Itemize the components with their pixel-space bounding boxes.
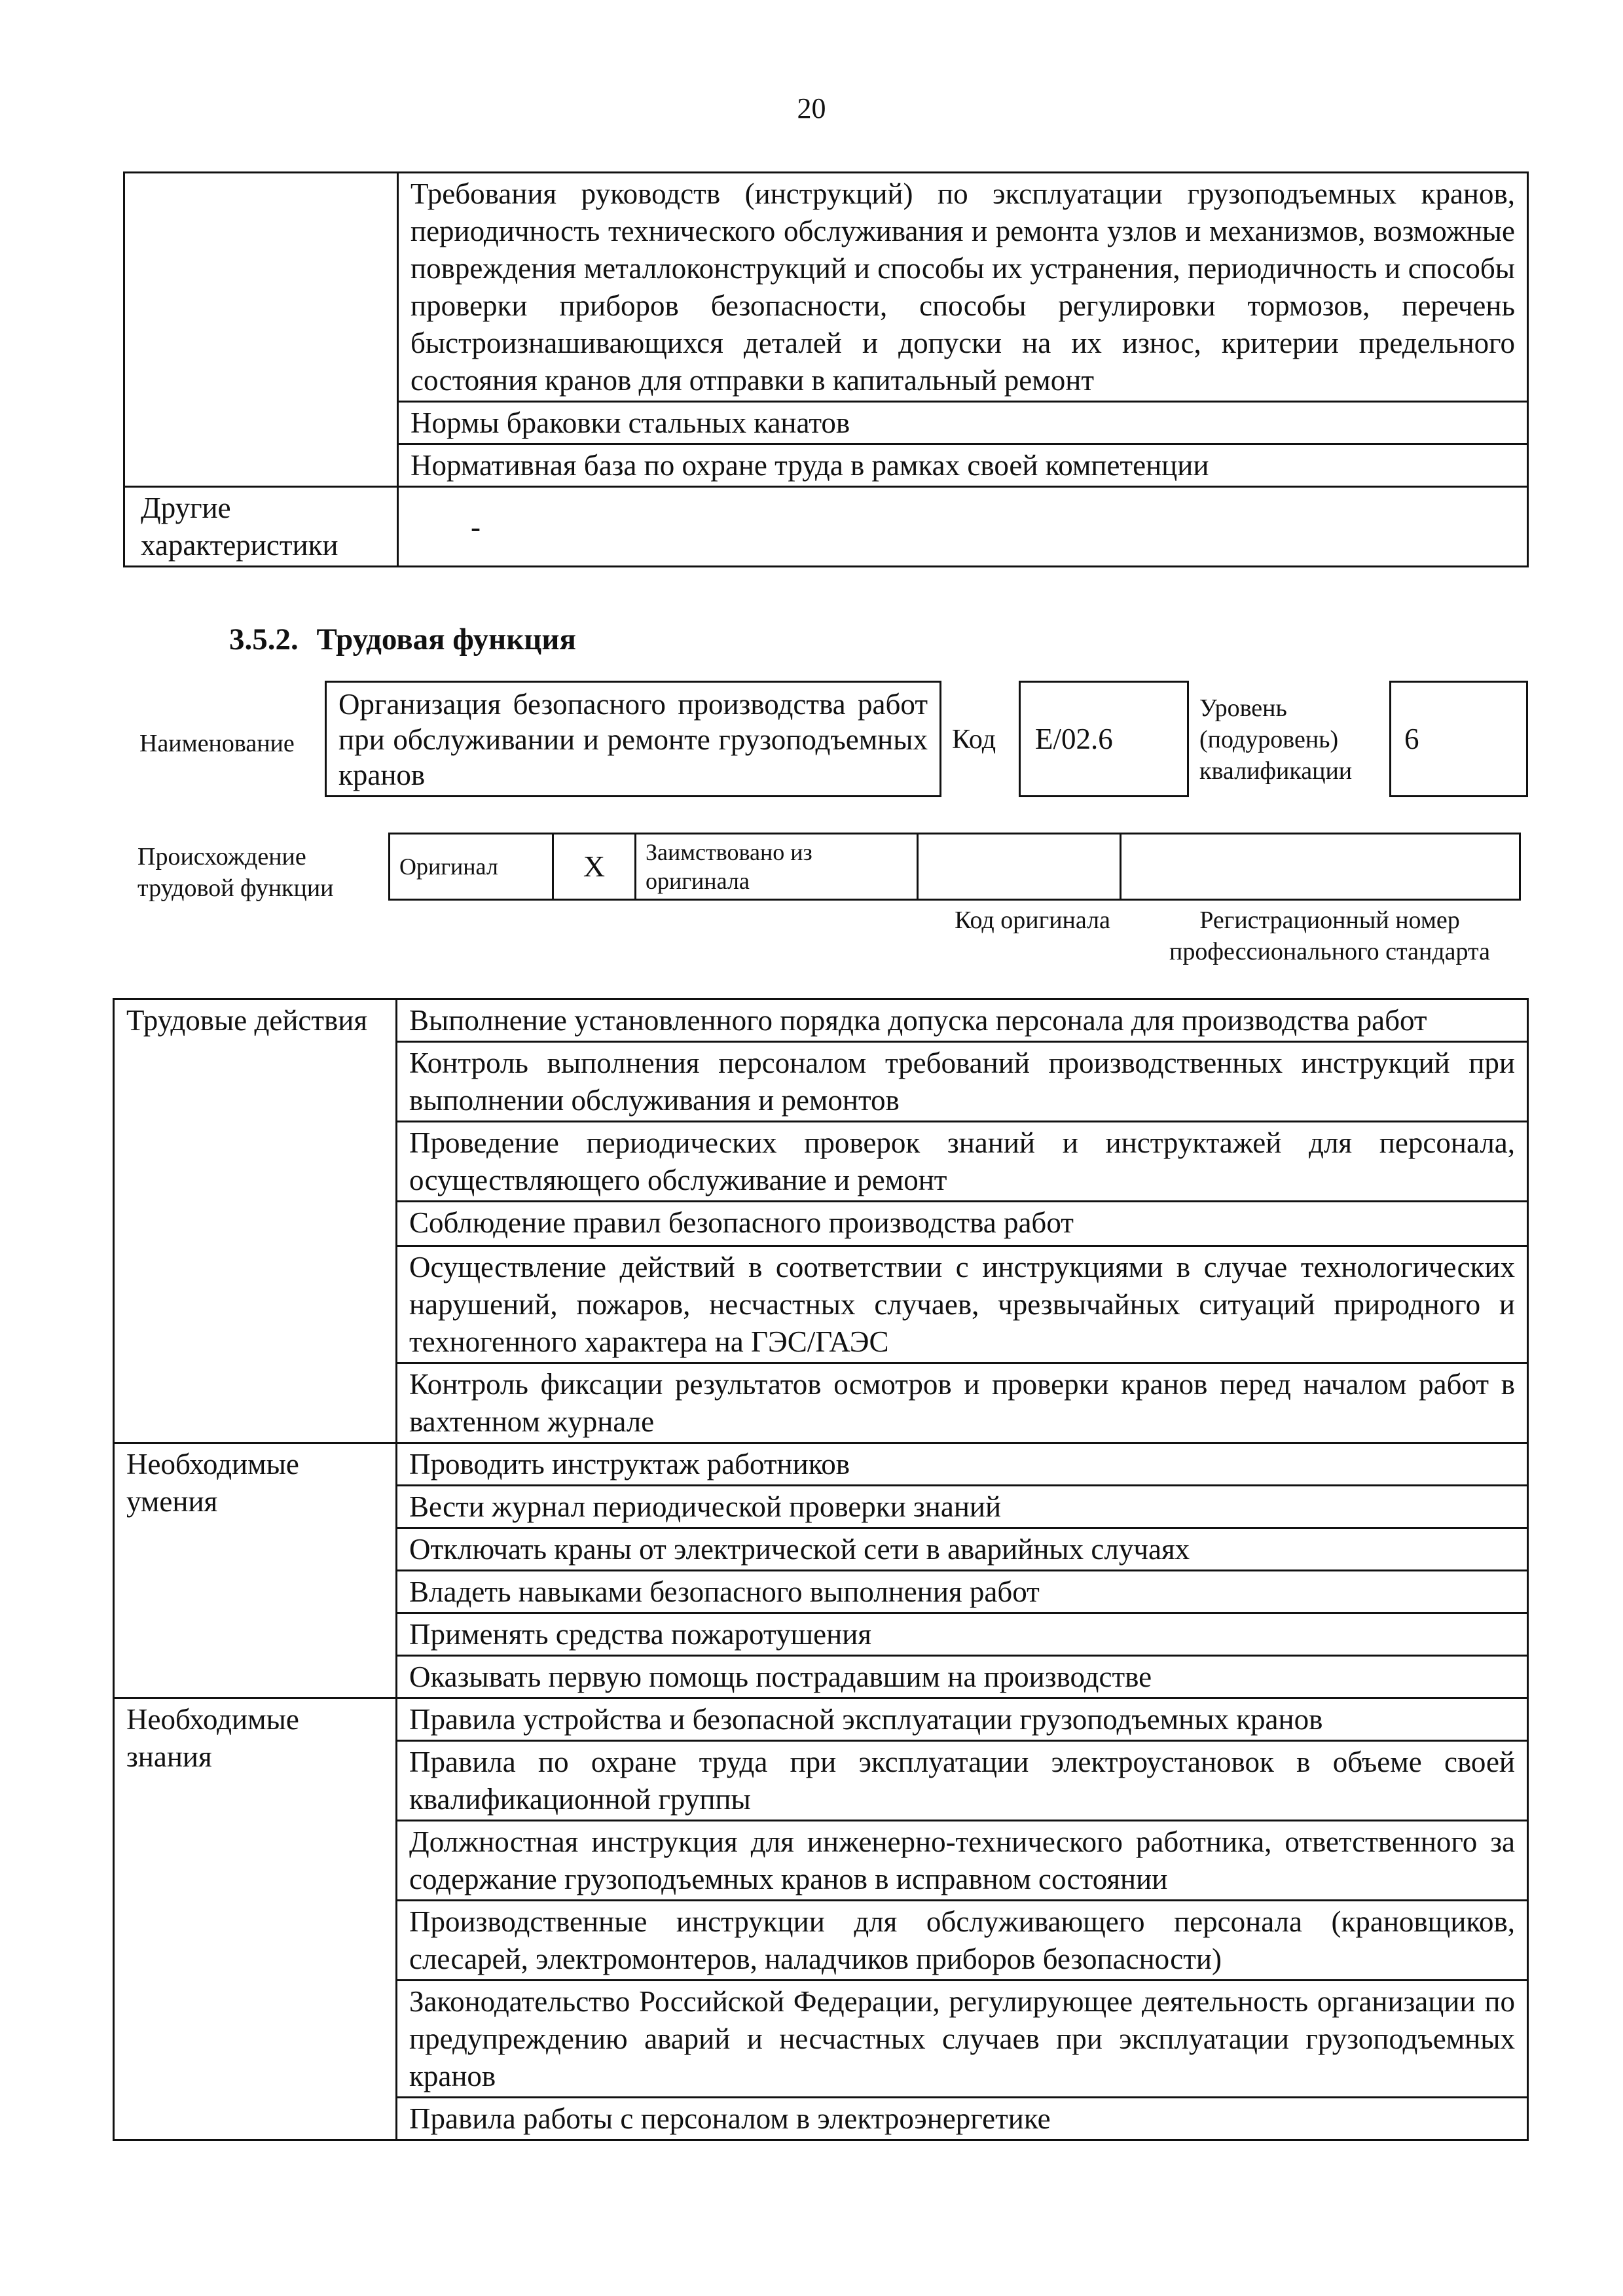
top-table-requirements: Требования руководств (инструкций) по эксплуатации грузоподъемных кранов, периодичность технического обслуживания и ремонта узлов и механизмов, возможные повреждения металлоконструкций и способы их устранения, периодичность и способы проверки приборов безопасности, способы регулировки тормозов, перечень быстроизнашивающихся деталей и допуски на их износ, критерии предельного состояния кранов для отправки в капитальный ремонт	[398, 173, 1528, 402]
original-code-cell	[918, 834, 1121, 900]
list-item: Применять средства пожаротушения	[397, 1613, 1528, 1656]
main-table	[113, 998, 1529, 2141]
list-item: Правила работы с персоналом в электроэнергетике	[397, 2098, 1528, 2140]
other-characteristics-label: Другие характеристики	[124, 487, 398, 567]
function-name: Организация безопасного производства работ при обслуживании и ремонте грузоподъемных кранов	[338, 688, 928, 791]
code-value: E/02.6	[1035, 723, 1113, 755]
top-table-labor-safety-base: Нормативная база по охране труда в рамках своей компетенции	[398, 444, 1528, 487]
top-table-empty-cell	[124, 173, 398, 487]
list-item: Проведение периодических проверок знаний и инструктажей для персонала, осуществляющего обслуживание и ремонт	[397, 1122, 1528, 1202]
borrowed-label: Заимствовано из оригинала	[636, 834, 918, 900]
code-original-caption: Код оригинала	[955, 906, 1110, 934]
other-characteristics-value: -	[398, 487, 1528, 567]
list-item: Должностная инструкция для инженерно-технического работника, ответственного за содержание грузоподъемных кранов в исправном состоянии	[397, 1821, 1528, 1901]
list-item: Контроль выполнения персоналом требований производственных инструкций при выполнении обслуживания и ремонтов	[397, 1042, 1528, 1122]
list-item: Осуществление действий в соответствии с инструкциями в случае технологических нарушений, пожаров, несчастных случаев, чрезвычайных ситуаций природного и техногенного характера на ГЭС/ГАЭС	[397, 1246, 1528, 1363]
list-item: Проводить инструктаж работников	[397, 1443, 1528, 1486]
section-heading	[229, 622, 576, 657]
function-name-box	[325, 681, 941, 797]
required-skills-label: Необходимые умения	[114, 1443, 397, 1698]
list-item: Отключать краны от электрической сети в аварийных случаях	[397, 1528, 1528, 1571]
section-title: Трудовая функция	[316, 622, 576, 656]
list-item: Законодательство Российской Федерации, регулирующее деятельность организации по предупреждению аварий и несчастных случаев при эксплуатации грузоподъемных кранов	[397, 1981, 1528, 2098]
original-label: Оригинал	[390, 834, 553, 900]
labor-actions-label: Трудовые действия	[114, 999, 397, 1443]
required-knowledge-label: Необходимые знания	[114, 1698, 397, 2140]
original-mark: X	[553, 834, 636, 900]
code-label: Код	[952, 725, 996, 755]
level-box	[1389, 681, 1528, 797]
top-table	[123, 171, 1529, 567]
list-item: Соблюдение правил безопасного производства работ	[397, 1202, 1528, 1246]
name-label: Наименование	[139, 730, 295, 757]
list-item: Выполнение установленного порядка допуска персонала для производства работ	[397, 999, 1528, 1042]
list-item: Контроль фиксации результатов осмотров и проверки кранов перед началом работ в вахтенном журнале	[397, 1363, 1528, 1443]
list-item: Оказывать первую помощь пострадавшим на производстве	[397, 1656, 1528, 1698]
list-item: Производственные инструкции для обслуживающего персонала (крановщиков, слесарей, электромонтеров, наладчиков приборов безопасности)	[397, 1901, 1528, 1981]
top-table-ropes-norms: Нормы браковки стальных канатов	[398, 402, 1528, 444]
page-number: 20	[797, 92, 826, 124]
list-item: Правила по охране труда при эксплуатации электроустановок в объеме своей квалификационной группы	[397, 1741, 1528, 1821]
level-value: 6	[1404, 723, 1419, 755]
origin-table	[388, 833, 1521, 901]
code-box	[1019, 681, 1189, 797]
reg-number-caption: Регистрационный номер профессионального стандарта	[1169, 906, 1490, 965]
list-item: Владеть навыками безопасного выполнения работ	[397, 1571, 1528, 1613]
origin-label: Происхождение трудовой функции	[137, 843, 334, 902]
list-item: Правила устройства и безопасной эксплуатации грузоподъемных кранов	[397, 1698, 1528, 1741]
list-item: Вести журнал периодической проверки знаний	[397, 1486, 1528, 1528]
reg-number-cell	[1121, 834, 1520, 900]
section-number: 3.5.2.	[229, 622, 299, 656]
level-label: Уровень (подуровень) квалификации	[1199, 694, 1353, 785]
